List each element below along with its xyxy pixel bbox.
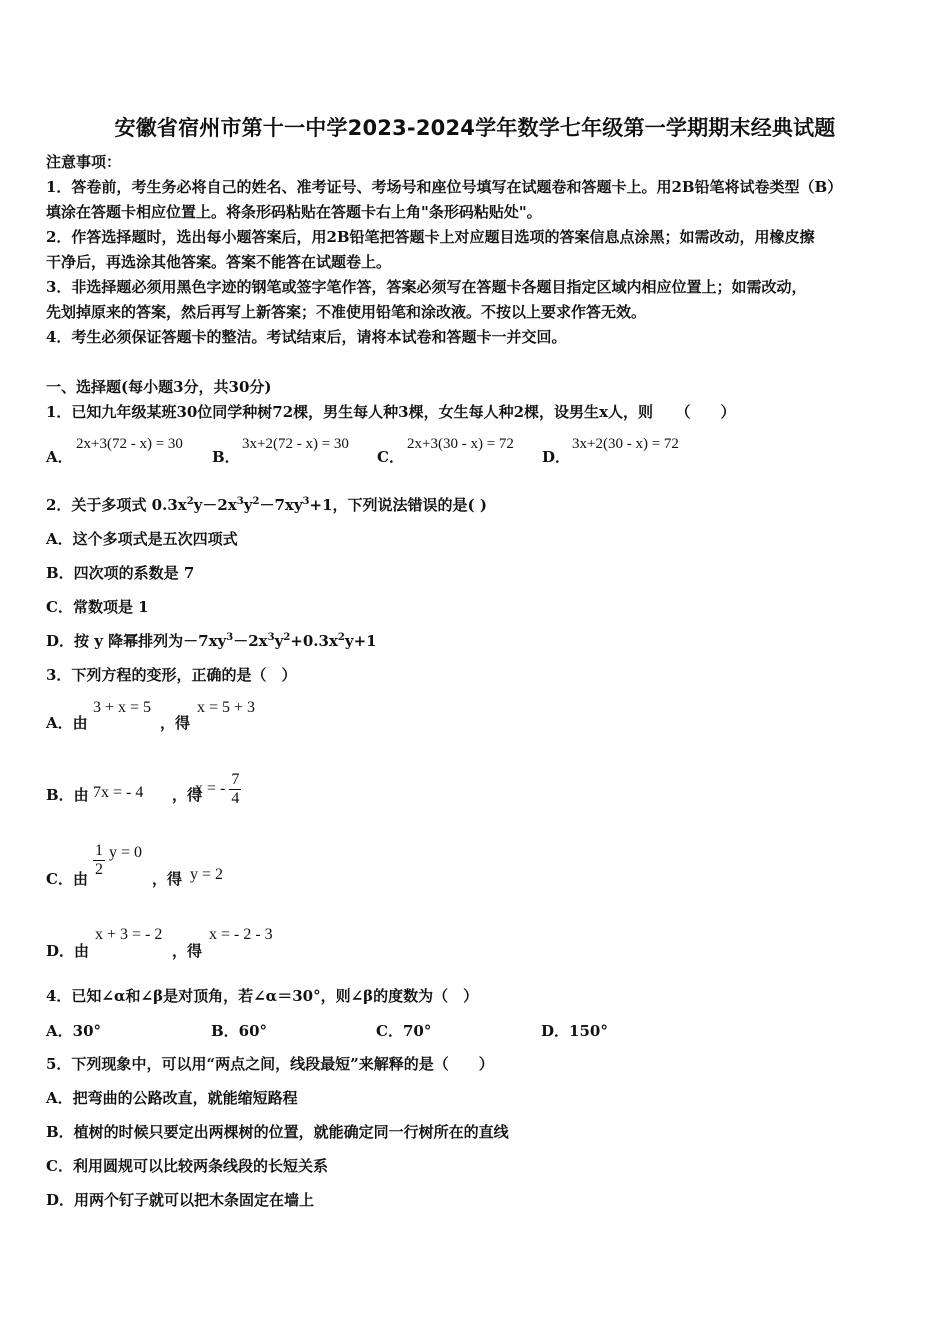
q3-option-c-to: y = 2: [190, 866, 224, 883]
q3-option-c-from: $\frac{1}{2}$ y = 0: [95, 842, 143, 878]
q2-stem: 2．关于多项式 $0.3x^2y-2x^3y^2-7xy^3+1$，下列说法错误的是( ): [46, 496, 487, 514]
notice-line-6: 先划掉原来的答案，然后再写上新答案；不准使用铅笔和涂改液。不按以上要求作答无效。: [46, 303, 647, 321]
page-title: 安徽省宿州市第十一中学2023-2024学年数学七年级第一学期期末经典试题: [114, 116, 836, 140]
q5-option-b[interactable]: B．植树的时候只要定出两棵树的位置，就能确定同一行树所在的直线: [46, 1123, 509, 1141]
q2-option-a[interactable]: A．这个多项式是五次四项式: [46, 530, 238, 548]
q4-stem: 4．已知∠α和∠β是对顶角，若∠α＝30°，则∠β的度数为（ ）: [46, 987, 479, 1005]
q3-option-c-sep: ，得: [152, 870, 183, 888]
q1-option-b-expr: 3x+2(72 - x) = 30: [242, 436, 349, 452]
q3-option-b-fraction: $\frac{7}{4}$: [231, 771, 240, 807]
q1-option-a-expr: 2x+3(72 - x) = 30: [76, 436, 183, 452]
notice-line-7: 4．考生必须保证答题卡的整洁。考试结束后，请将本试卷和答题卡一并交回。: [46, 328, 567, 346]
q2-option-c[interactable]: C．常数项是 1: [46, 598, 149, 616]
notice-line-4: 干净后，再选涂其他答案。答案不能答在试题卷上。: [46, 253, 392, 271]
q3-option-a-sep: ，得: [160, 714, 191, 732]
q1-option-a-label: A．: [46, 448, 73, 466]
q3-option-a-to: x = 5 + 3: [197, 699, 256, 716]
q1-option-d-label: D．: [542, 448, 571, 466]
q1-option-d-expr: 3x+2(30 - x) = 72: [572, 436, 679, 452]
q3-option-b-from: 7x = - 4: [93, 784, 144, 801]
q5-stem: 5．下列现象中，可以用“两点之间，线段最短”来解释的是（ ）: [46, 1055, 494, 1073]
section-heading: 一、选择题(每小题3分，共30分): [46, 378, 272, 396]
q3-option-a-from: 3 + x = 5: [93, 699, 152, 716]
q2-option-b[interactable]: B．四次项的系数是 7: [46, 564, 195, 582]
q1-options: [46, 436, 904, 464]
q3-option-d-label[interactable]: D．由: [46, 942, 90, 960]
q1-option-c-expr: 2x+3(30 - x) = 72: [407, 436, 514, 452]
q3-option-b-to: x = - $\frac{7}{4}$: [195, 771, 240, 807]
notice-line-2: 填涂在答题卡相应位置上。将条形码粘贴在答题卡右上角"条形码粘贴处"。: [46, 203, 542, 221]
q4-option-c[interactable]: C．70°: [376, 1022, 432, 1040]
notice-line-5: 3．非选择题必须用黑色字迹的钢笔或签字笔作答，答案必须写在答题卡各题目指定区域内相应位置上；如需改动，: [46, 278, 807, 296]
q1-stem: 1．已知九年级某班30位同学种树72棵，男生每人种3棵，女生每人种2棵，设男生x人，则 （ ）: [46, 403, 736, 421]
q2-option-d[interactable]: D．按 y 降幂排列为$-7xy^3-2x^3y^2+0.3x^2y+1$: [46, 632, 377, 650]
q3-option-d-to: x = - 2 - 3: [209, 926, 273, 943]
q1-option-c-label: C．: [377, 448, 404, 466]
q4-option-d[interactable]: D．150°: [541, 1022, 608, 1040]
q3-option-d-from: x + 3 = - 2: [95, 926, 163, 943]
q5-option-d[interactable]: D．用两个钉子就可以把木条固定在墙上: [46, 1191, 315, 1209]
q3-stem: 3．下列方程的变形，正确的是（ ）: [46, 666, 297, 684]
q3-option-c-label[interactable]: C．由: [46, 870, 88, 888]
notice-heading: 注意事项：: [46, 153, 122, 171]
q3-option-b-sep: ，得: [172, 786, 203, 804]
q1-option-b-label: B．: [212, 448, 240, 466]
q3-option-c-fraction: $\frac{1}{2}$: [95, 842, 103, 878]
q3-option-a-label[interactable]: A．由: [46, 714, 88, 732]
notice-line-1: 1．答卷前，考生务必将自己的姓名、准考证号、考场号和座位号填写在试题卷和答题卡上。用2B铅笔将试卷类型（B）: [46, 178, 843, 196]
q3-option-b-label[interactable]: B．由: [46, 786, 89, 804]
q5-option-c[interactable]: C．利用圆规可以比较两条线段的长短关系: [46, 1157, 328, 1175]
q3-option-d-sep: ，得: [172, 942, 203, 960]
q4-option-a[interactable]: A．30°: [46, 1022, 102, 1040]
q4-option-b[interactable]: B．60°: [211, 1022, 268, 1040]
q5-option-a[interactable]: A．把弯曲的公路改直，就能缩短路程: [46, 1089, 298, 1107]
notice-line-3: 2．作答选择题时，选出每小题答案后，用2B铅笔把答题卡上对应题目选项的答案信息点涂黑；如需改动，用橡皮擦: [46, 228, 815, 246]
